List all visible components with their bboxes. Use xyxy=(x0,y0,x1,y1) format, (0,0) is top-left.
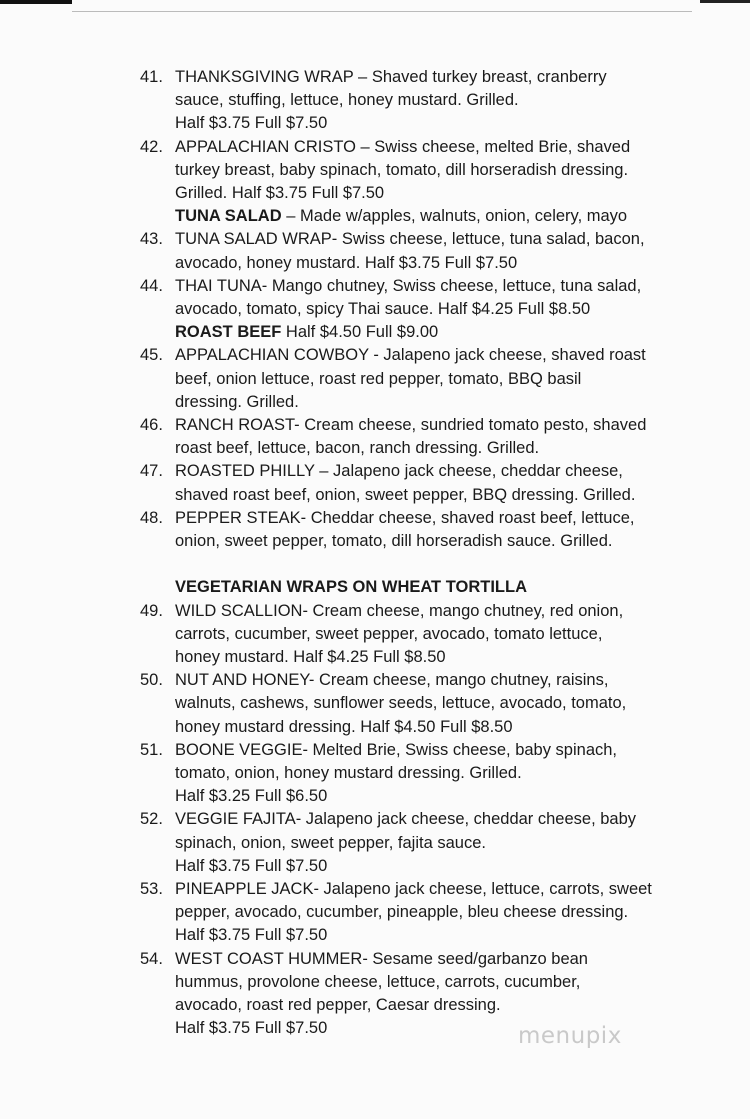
menu-item-line: onion, sweet pepper, tomato, dill horseradish sauce. Grilled. xyxy=(175,532,613,550)
menu-item-line: Grilled. Half $3.75 Full $7.50 xyxy=(175,184,385,202)
menu-item-line: sauce, stuffing, lettuce, honey mustard. Grilled. xyxy=(175,91,519,110)
menu-item-line: Half $3.75 Full $7.50 xyxy=(175,1019,328,1038)
section-title: TUNA SALAD xyxy=(175,207,282,226)
menu-item-line: beef, onion lettuce, roast red pepper, tomato, BBQ basil xyxy=(175,369,582,388)
menu-item-line: WILD SCALLION- Cream cheese, mango chutney, red onion, xyxy=(175,601,624,620)
menu-item-line: APPALACHIAN COWBOY - Jalapeno jack cheese, shaved roast xyxy=(175,346,646,365)
menu-item-line: shaved roast beef, onion, sweet pepper, BBQ dressing. Grilled. xyxy=(175,485,636,504)
menu-item-line: APPALACHIAN CRISTO – Swiss cheese, melted Brie, shaved xyxy=(175,137,631,156)
menu-item-line: avocado, roast red pepper, Caesar dressing. xyxy=(175,996,501,1014)
menu-item-line: walnuts, cashews, sunflower seeds, lettuce, avocado, tomato, xyxy=(175,694,627,713)
menu-item-line: PEPPER STEAK- Cheddar cheese, shaved roast beef, lettuce, xyxy=(175,508,635,527)
item-number: 53. xyxy=(140,880,163,898)
item-number: 42. xyxy=(140,137,163,156)
menu-item-line: VEGGIE FAJITA- Jalapeno jack cheese, cheddar cheese, baby xyxy=(175,810,637,829)
menu-item-line: roast beef, lettuce, bacon, ranch dressing. Grilled. xyxy=(175,439,540,458)
menu-item-line: RANCH ROAST- Cream cheese, sundried tomato pesto, shaved xyxy=(175,416,647,434)
item-number: 51. xyxy=(140,740,163,759)
menu-item-line: ROASTED PHILLY – Jalapeno jack cheese, cheddar cheese, xyxy=(175,462,623,481)
item-number: 50. xyxy=(140,671,163,690)
menu-item-line: pepper, avocado, cucumber, pineapple, bleu cheese dressing. xyxy=(175,903,629,922)
menu-item-line: PINEAPPLE JACK- Jalapeno jack cheese, lettuce, carrots, sweet xyxy=(175,880,652,898)
menu-item-line: dressing. Grilled. xyxy=(175,392,299,411)
item-number: 49. xyxy=(140,601,163,620)
menu-item-line: Half $3.25 Full $6.50 xyxy=(175,787,328,806)
menu-item-line: Half $3.75 Full $7.50 xyxy=(175,114,328,133)
item-number: 44. xyxy=(140,276,163,295)
menu-item-line: honey mustard. Half $4.25 Full $8.50 xyxy=(175,648,446,666)
item-number: 46. xyxy=(140,416,163,434)
menu-item-line: tomato, onion, honey mustard dressing. Grilled. xyxy=(175,764,522,782)
section-title: ROAST BEEF xyxy=(175,323,282,342)
menu-item-line: Half $3.75 Full $7.50 xyxy=(175,856,328,875)
menu-item-line: THAI TUNA- Mango chutney, Swiss cheese, lettuce, tuna salad, xyxy=(175,276,642,295)
item-number: 47. xyxy=(140,462,163,481)
menu-item-line: avocado, honey mustard. Half $3.75 Full $7.50 xyxy=(175,253,518,272)
scan-border-left xyxy=(0,0,72,4)
menu-item-line: THANKSGIVING WRAP – Shaved turkey breast, cranberry xyxy=(175,68,607,86)
menu-item-line: TUNA SALAD WRAP- Swiss cheese, lettuce, tuna salad, bacon, xyxy=(175,230,645,249)
menu-item-line: BOONE VEGGIE- Melted Brie, Swiss cheese, baby spinach, xyxy=(175,740,618,759)
section-title: VEGETARIAN WRAPS ON WHEAT TORTILLA xyxy=(175,578,527,597)
menu-item-line: WEST COAST HUMMER- Sesame seed/garbanzo bean xyxy=(175,949,588,968)
menupix-watermark: menupix xyxy=(518,1023,622,1049)
menu-item-line: honey mustard dressing. Half $4.50 Full $8.50 xyxy=(175,717,513,736)
item-number: 45. xyxy=(140,346,163,365)
section-note: Half $4.50 Full $9.00 xyxy=(281,323,439,342)
item-number: 41. xyxy=(140,68,163,86)
item-number: 43. xyxy=(140,230,163,249)
scan-border-right xyxy=(700,0,750,3)
item-number: 48. xyxy=(140,508,163,527)
menu-item-line: carrots, cucumber, sweet pepper, avocado, tomato lettuce, xyxy=(175,624,603,643)
item-number: 54. xyxy=(140,949,163,968)
section-heading xyxy=(175,205,627,228)
menu-item-line: avocado, tomato, spicy Thai sauce. Half $4.25 Full $8.50 xyxy=(175,300,591,318)
menu-item-line: NUT AND HONEY- Cream cheese, mango chutney, raisins, xyxy=(175,671,609,690)
menu-item-line: Half $3.75 Full $7.50 xyxy=(175,926,328,945)
menu-item-line: turkey breast, baby spinach, tomato, dill horseradish dressing. xyxy=(175,160,629,179)
item-number: 52. xyxy=(140,810,163,829)
section-heading xyxy=(175,321,438,344)
menu-item-line: hummus, provolone cheese, lettuce, carrots, cucumber, xyxy=(175,972,581,991)
scan-rule xyxy=(72,11,692,12)
section-note: – Made w/apples, walnuts, onion, celery, mayo xyxy=(281,207,628,226)
menu-item-line: spinach, onion, sweet pepper, fajita sauce. xyxy=(175,833,486,852)
section-heading xyxy=(175,576,527,599)
